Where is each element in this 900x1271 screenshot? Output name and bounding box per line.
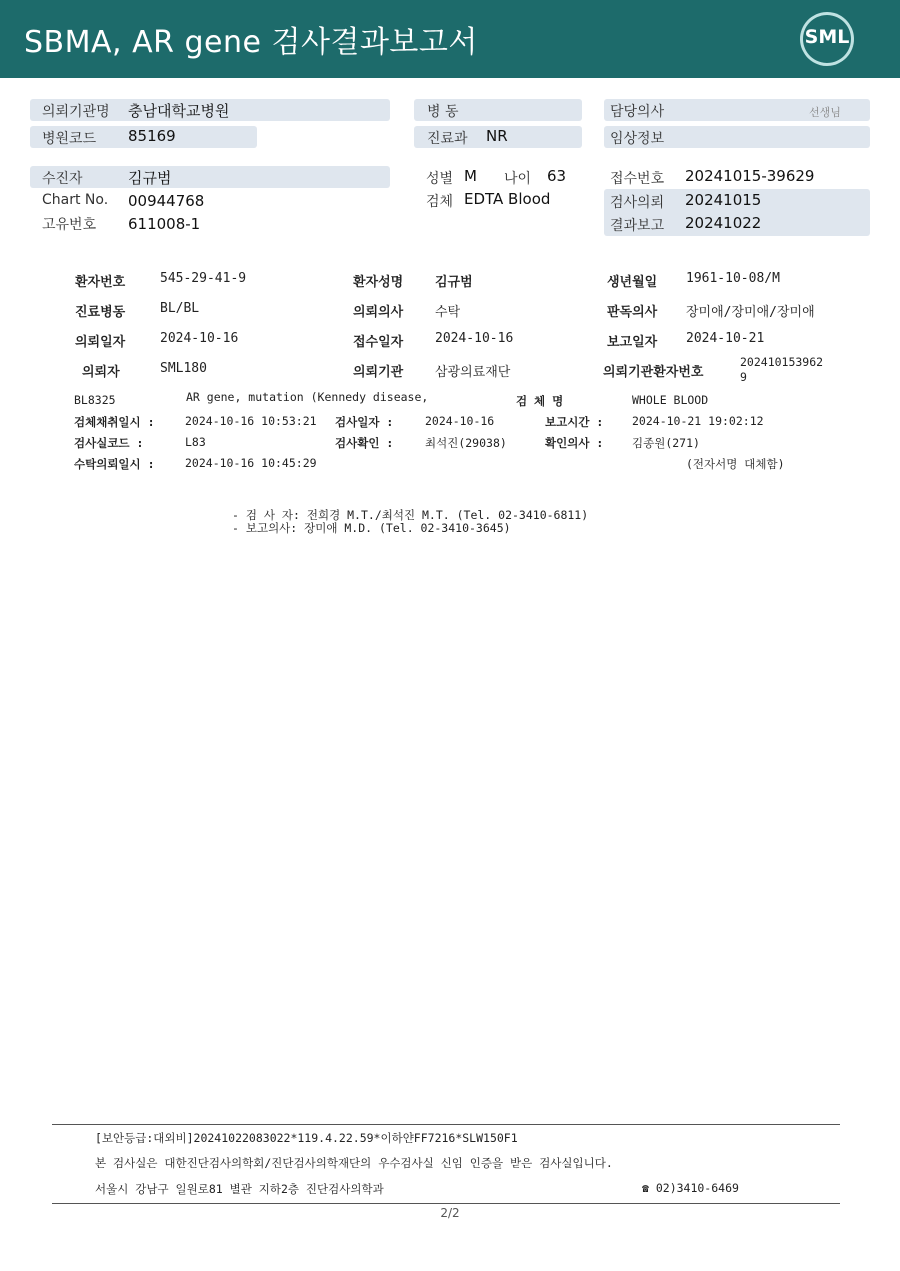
confirm-label: 검사확인 : [335,436,394,450]
scan-value-receipt-date: 2024-10-16 [435,331,514,346]
lab-code-value: L83 [185,435,206,449]
doctor-suffix: 선생님 [809,106,841,119]
logo-text: SML [804,26,850,48]
scan-value-req-doctor: 수탁 [435,305,461,320]
receipt-value: 20241015-39629 [685,167,815,185]
age-value: 63 [547,167,567,185]
institution-value: 충남대학교병원 [128,102,230,120]
scan-value-report-date: 2024-10-21 [686,331,765,346]
hospital-code-label: 병원코드 [42,131,97,147]
unique-value: 611008-1 [128,215,201,233]
lab-code-label: 검사실코드 : [74,436,144,450]
scan-label-request-date: 의뢰일자 [75,335,126,350]
chart-value: 00944768 [128,192,205,210]
scan-value-patient-no: 545-29-41-9 [160,271,247,286]
scan-label-inst-patient-no: 의뢰기관환자번호 [603,365,704,380]
scan-value-birth: 1961-10-08/M [686,271,780,286]
scan-label-reading-doctor: 판독의사 [607,305,658,320]
test-name: AR gene, mutation (Kennedy disease, [186,390,429,404]
institution-label: 의뢰기관명 [42,104,110,120]
dept-value: NR [486,127,508,145]
request-value: 20241015 [685,191,762,209]
scan-label-ward: 진료병동 [75,305,126,320]
scan-value-reading-doctor: 장미애/장미애/장미애 [686,305,815,320]
footer-bottom-rule [52,1203,840,1204]
specimen-value: EDTA Blood [464,190,551,208]
sex-value: M [464,167,477,185]
ward-label: 병 동 [427,104,459,120]
scan-label-patient-name: 환자성명 [353,275,404,290]
address-line: 서울시 강남구 일원로81 별관 지하2층 진단검사의학과 [95,1182,384,1196]
confirm-value: 최석진(29038) [425,436,507,450]
dept-label: 진료과 [427,131,468,147]
specimen-label: 검체 [426,194,454,210]
clinical-label: 임상정보 [610,131,665,147]
scan-label-birth: 생년월일 [607,275,658,290]
scan-value-inst-patient-no-2: 9 [740,370,747,384]
certification-line: 본 검사실은 대한진단검사의학회/진단검사의학재단의 우수검사실 신임 인증을 받은 검사실입니다. [95,1156,613,1170]
report-value: 20241022 [685,214,762,232]
scan-value-patient-name: 김규범 [435,275,473,290]
footer-top-rule [52,1124,840,1125]
hospital-code-value: 85169 [128,127,176,145]
collect-label: 검체채취일시 : [74,415,155,429]
specimen-name-value: WHOLE BLOOD [632,393,709,407]
test-code: BL8325 [74,393,116,407]
unique-label: 고유번호 [42,217,97,233]
scan-label-receipt-date: 접수일자 [353,335,404,350]
scan-label-req-institution: 의뢰기관 [353,365,404,380]
doctor-label: 담당의사 [610,104,665,120]
reporter-line: - 보고의사: 장미애 M.D. (Tel. 02-3410-3645) [232,521,511,535]
scan-label-report-date: 보고일자 [607,335,658,350]
report-title: SBMA, AR gene 검사결과보고서 [24,25,478,60]
scan-label-patient-no: 환자번호 [75,275,126,290]
phone-line: ☎ 02)3410-6469 [642,1181,739,1195]
receipt-label: 접수번호 [610,171,665,187]
request-label: 검사의뢰 [610,195,665,211]
scan-value-req-institution: 삼광의료재단 [435,365,511,380]
consign-value: 2024-10-16 10:45:29 [185,456,317,470]
test-date-value: 2024-10-16 [425,414,495,428]
tester-line: - 검 사 자: 전희경 M.T./최석진 M.T. (Tel. 02-3410-6811) [232,508,589,522]
patient-label: 수진자 [42,171,83,187]
specimen-name-label: 검 체 명 [516,394,564,408]
report-time-value: 2024-10-21 19:02:12 [632,414,764,428]
test-date-label: 검사일자 : [335,415,394,429]
confirm-doctor-label: 확인의사 : [545,436,604,450]
scan-value-requester: SML180 [160,361,207,376]
report-time-label: 보고시간 : [545,415,604,429]
header-banner [0,0,900,78]
collect-value: 2024-10-16 10:53:21 [185,414,317,428]
sex-label: 성별 [426,171,454,187]
scan-value-inst-patient-no: 202410153962 [740,355,824,369]
consign-label: 수탁의뢰일시 : [74,457,155,471]
esign-note: (전자서명 대체함) [686,457,785,471]
scan-label-req-doctor: 의뢰의사 [353,305,404,320]
scan-label-requester: 의뢰자 [82,365,120,380]
page-number: 2/2 [440,1206,460,1220]
patient-value: 김규범 [128,169,172,187]
scan-value-ward: BL/BL [160,301,200,316]
age-label: 나이 [504,171,532,187]
patient-box [30,166,390,188]
report-label: 결과보고 [610,218,665,234]
security-line: [보안등급:대외비]20241022083022*119.4.22.59*이하얀FF7216*SLW150F1 [95,1131,518,1145]
scan-value-request-date: 2024-10-16 [160,331,239,346]
sml-logo [800,12,854,66]
chart-label: Chart No. [42,192,109,208]
confirm-doctor-value: 김종원(271) [632,436,700,450]
